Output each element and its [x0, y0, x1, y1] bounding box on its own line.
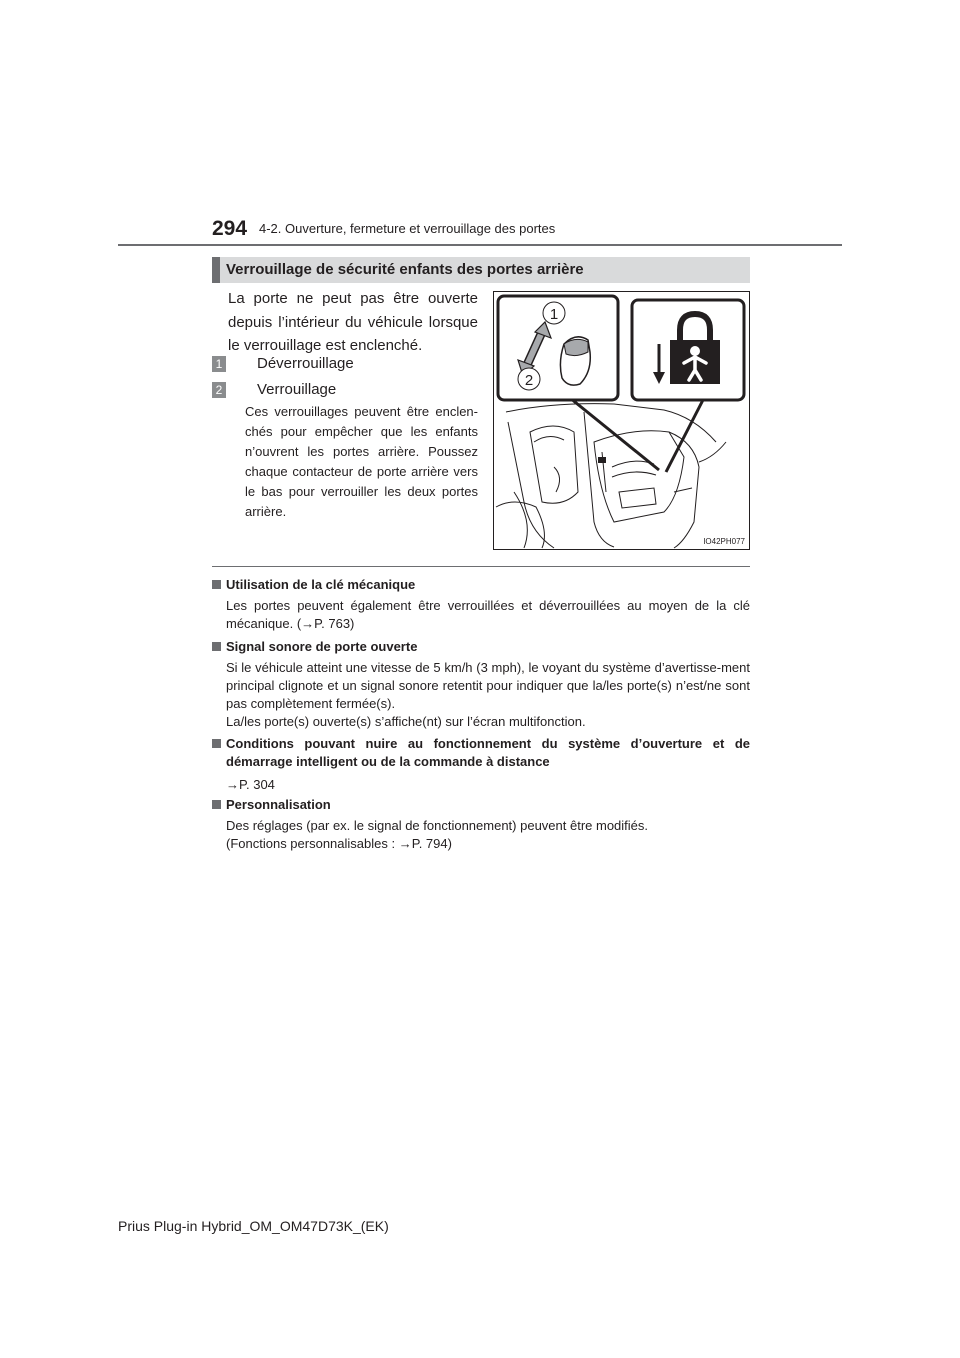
info-block-customization	[212, 796, 750, 853]
square-bullet-icon	[212, 800, 221, 809]
section-heading-bar	[212, 257, 220, 283]
child-lock-figure	[493, 291, 750, 550]
info-body: Des réglages (par ex. le signal de fonctionnement) peuvent être modifiés.	[226, 818, 649, 833]
page-number: 294	[212, 217, 248, 240]
intro-line: le verrouillage est enclenché.	[228, 337, 423, 354]
door-illustration	[494, 292, 749, 549]
intro-line: La porte ne peut pas être ouverte	[228, 290, 478, 307]
info-body: Les portes peuvent également être verrouillées et déverrouillées au moyen de la clé mécanique. (→P. 763)	[226, 598, 750, 631]
square-bullet-icon	[212, 642, 221, 651]
info-body: →P. 304	[226, 777, 275, 792]
info-heading: Personnalisation	[212, 796, 750, 814]
info-heading: Conditions pouvant nuire au fonctionnement du système d’ouverture et de démarrage intelligent ou de la commande à distance	[212, 735, 750, 771]
item-number-badge: 1	[212, 356, 226, 372]
info-body: (Fonctions personnalisables : →P. 794)	[226, 836, 452, 851]
intro-line: depuis l’intérieur du véhicule lorsque	[228, 313, 478, 331]
info-block-conditions	[212, 735, 750, 794]
info-block-open-door-buzzer	[212, 638, 750, 731]
item-label: Verrouillage	[257, 381, 337, 398]
item-number-badge: 2	[212, 382, 226, 398]
header-rule	[118, 244, 842, 246]
section-divider	[212, 566, 750, 567]
section-title: Verrouillage de sécurité enfants des portes arrière	[226, 261, 584, 278]
callout-2	[518, 368, 540, 390]
footer-document-id: Prius Plug-in Hybrid_OM_OM47D73K_(EK)	[118, 1218, 389, 1234]
intro-paragraph	[228, 287, 478, 358]
info-block-mechanical-key	[212, 576, 750, 633]
callout-1	[543, 302, 565, 324]
svg-text:2: 2	[524, 372, 534, 389]
square-bullet-icon	[212, 739, 221, 748]
square-bullet-icon	[212, 580, 221, 589]
lock-note: Ces verrouillages peuvent être enclen-chés pour empêcher que les enfants n’ouvrent les portes arrière. Poussez chaque contacteur de porte arrière vers le bas pour verrouiller les deux portes arrière.	[245, 404, 478, 519]
info-heading: Signal sonore de porte ouverte	[212, 638, 750, 656]
info-heading: Utilisation de la clé mécanique	[212, 576, 750, 594]
figure-code: IO42PH077	[703, 537, 745, 546]
info-body: La/les porte(s) ouverte(s) s’affiche(nt) sur l’écran multifonction.	[226, 714, 586, 729]
info-body: Si le véhicule atteint une vitesse de 5 km/h (3 mph), le voyant du système d’avertisse-ment principal clignote et un signal sonore retentit pour indiquer que la/les porte(s) n’est/ne sont pas complètement fermée(s).	[226, 660, 750, 711]
svg-text:1: 1	[549, 306, 559, 323]
item-label: Déverrouillage	[257, 355, 354, 372]
section-heading	[212, 257, 750, 283]
running-head: 4-2. Ouverture, fermeture et verrouillage des portes	[259, 221, 556, 236]
